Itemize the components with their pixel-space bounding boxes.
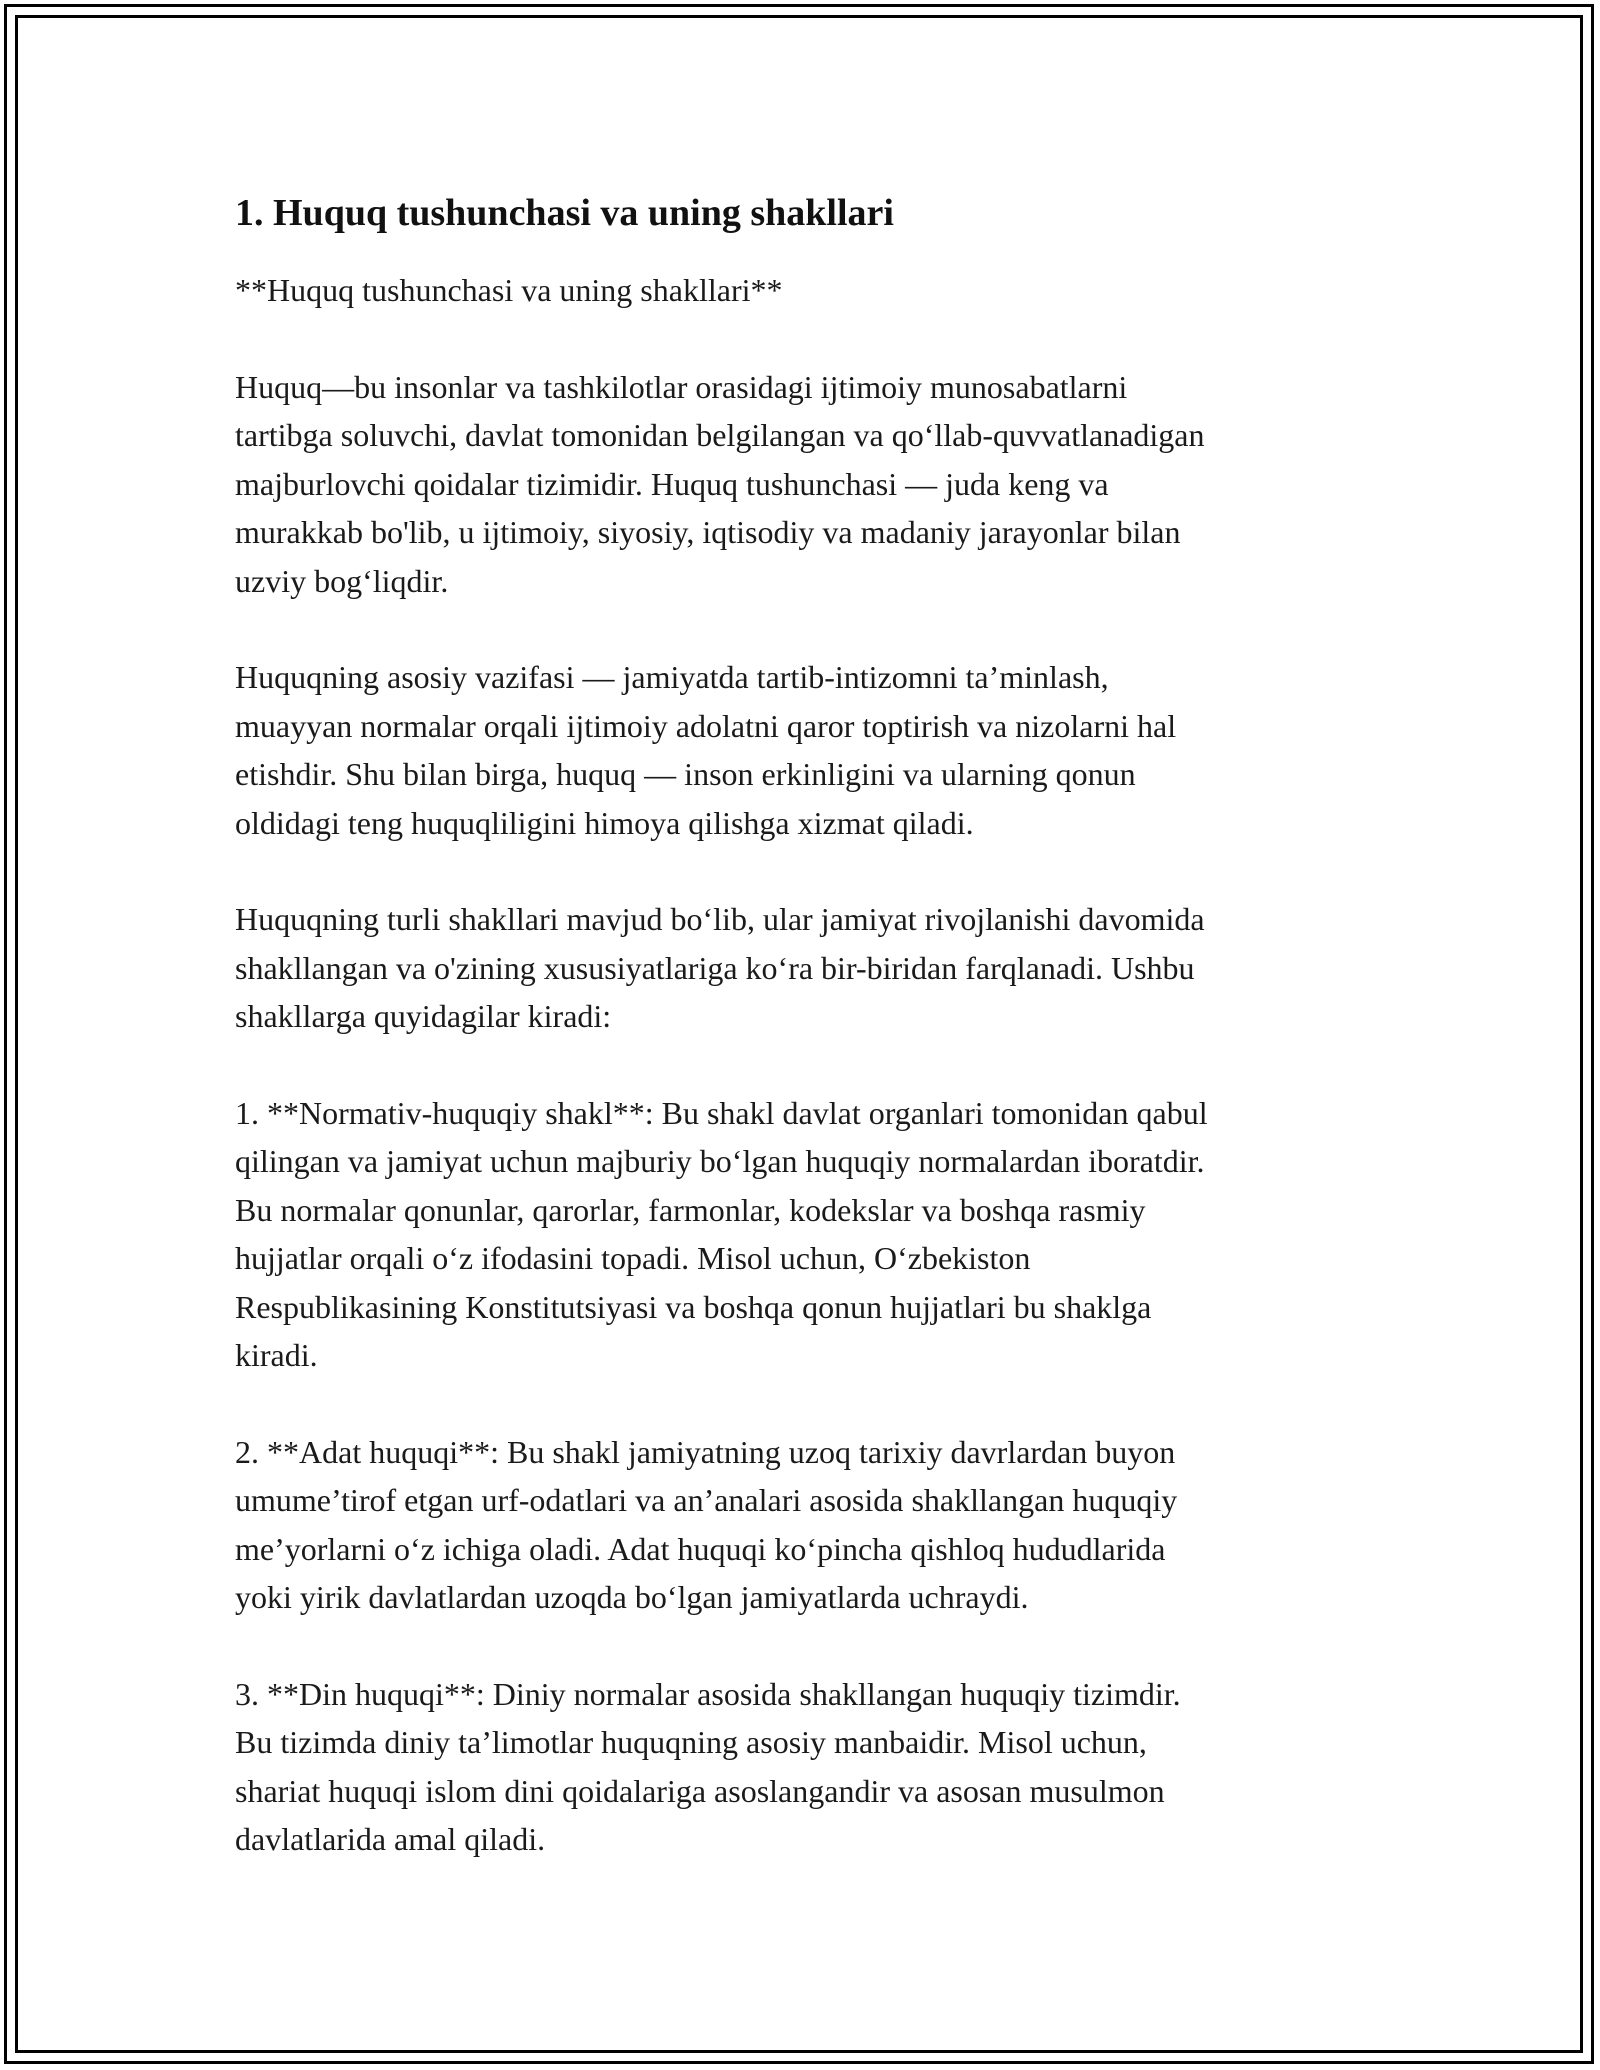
definition-paragraph: Huquq—bu insonlar va tashkilotlar orasidagi ijtimoiy munosabatlarni tartibga soluvchi, davlat tomonidan belgilangan va qo‘llab-quvvatlanadigan majburlovchi qoidalar tizimidir. Huquq tushunchasi — juda keng va murakkab bo'lib, u ijtimoiy, siyosiy, iqtisodiy va madaniy jarayonlar bilan uzviy bog‘liqdir. (235, 368, 1205, 599)
document-body (235, 186, 1365, 1912)
list-item-custom-law: 2. **Adat huquqi**: Bu shakl jamiyatning uzoq tarixiy davrlardan buyon umume’tirof etgan urf-odatlari va an’analari asosida shakllangan huquqiy me’yorlarni o‘z ichiga oladi. Adat huquqi ko‘pincha qishloq hududlarida yoki yirik davlatlardan uzoqda bo‘lgan jamiyatlarda uchraydi. (235, 1433, 1178, 1615)
forms-intro-paragraph: Huquqning turli shakllari mavjud bo‘lib, ular jamiyat rivojlanishi davomida shakllangan va o'zining xususiyatlariga ko‘ra bir-biridan farqlanadi. Ushbu shakllarga quyidagilar kiradi: (235, 901, 1205, 1034)
list-item-normative: 1. **Normativ-huquqiy shakl**: Bu shakl davlat organlari tomonidan qabul qilingan va jamiyat uchun majburiy bo‘lgan huquqiy normalardan iboratdir. Bu normalar qonunlar, qarorlar, farmonlar, kodekslar va boshqa rasmiy hujjatlar orqali o‘z ifodasini topadi. Misol uchun, O‘zbekiston Respublikasining Konstitutsiyasi va boshqa qonun hujjatlari bu shaklga kiradi. (235, 1094, 1208, 1373)
function-paragraph: Huquqning asosiy vazifasi — jamiyatda tartib-intizomni ta’minlash, muayyan normalar orqali ijtimoiy adolatni qaror toptirish va nizolarni hal etishdir. Shu bilan birga, huquq — inson erkinligini va ularning qonun oldidagi teng huquqliligini himoya qilishga xizmat qiladi. (235, 659, 1177, 841)
subtitle-paragraph: **Huquq tushunchasi va uning shakllari** (235, 272, 783, 308)
document-title: 1. Huquq tushunchasi va uning shakllari (235, 192, 894, 234)
list-item-religious-law: 3. **Din huquqi**: Diniy normalar asosida shakllangan huquqiy tizimdir. Bu tizimda diniy ta’limotlar huquqning asosiy manbaidir. Misol uchun, shariat huquqi islom dini qoidalariga asoslangandir va asosan musulmon davlatlarida amal qiladi. (235, 1675, 1181, 1857)
